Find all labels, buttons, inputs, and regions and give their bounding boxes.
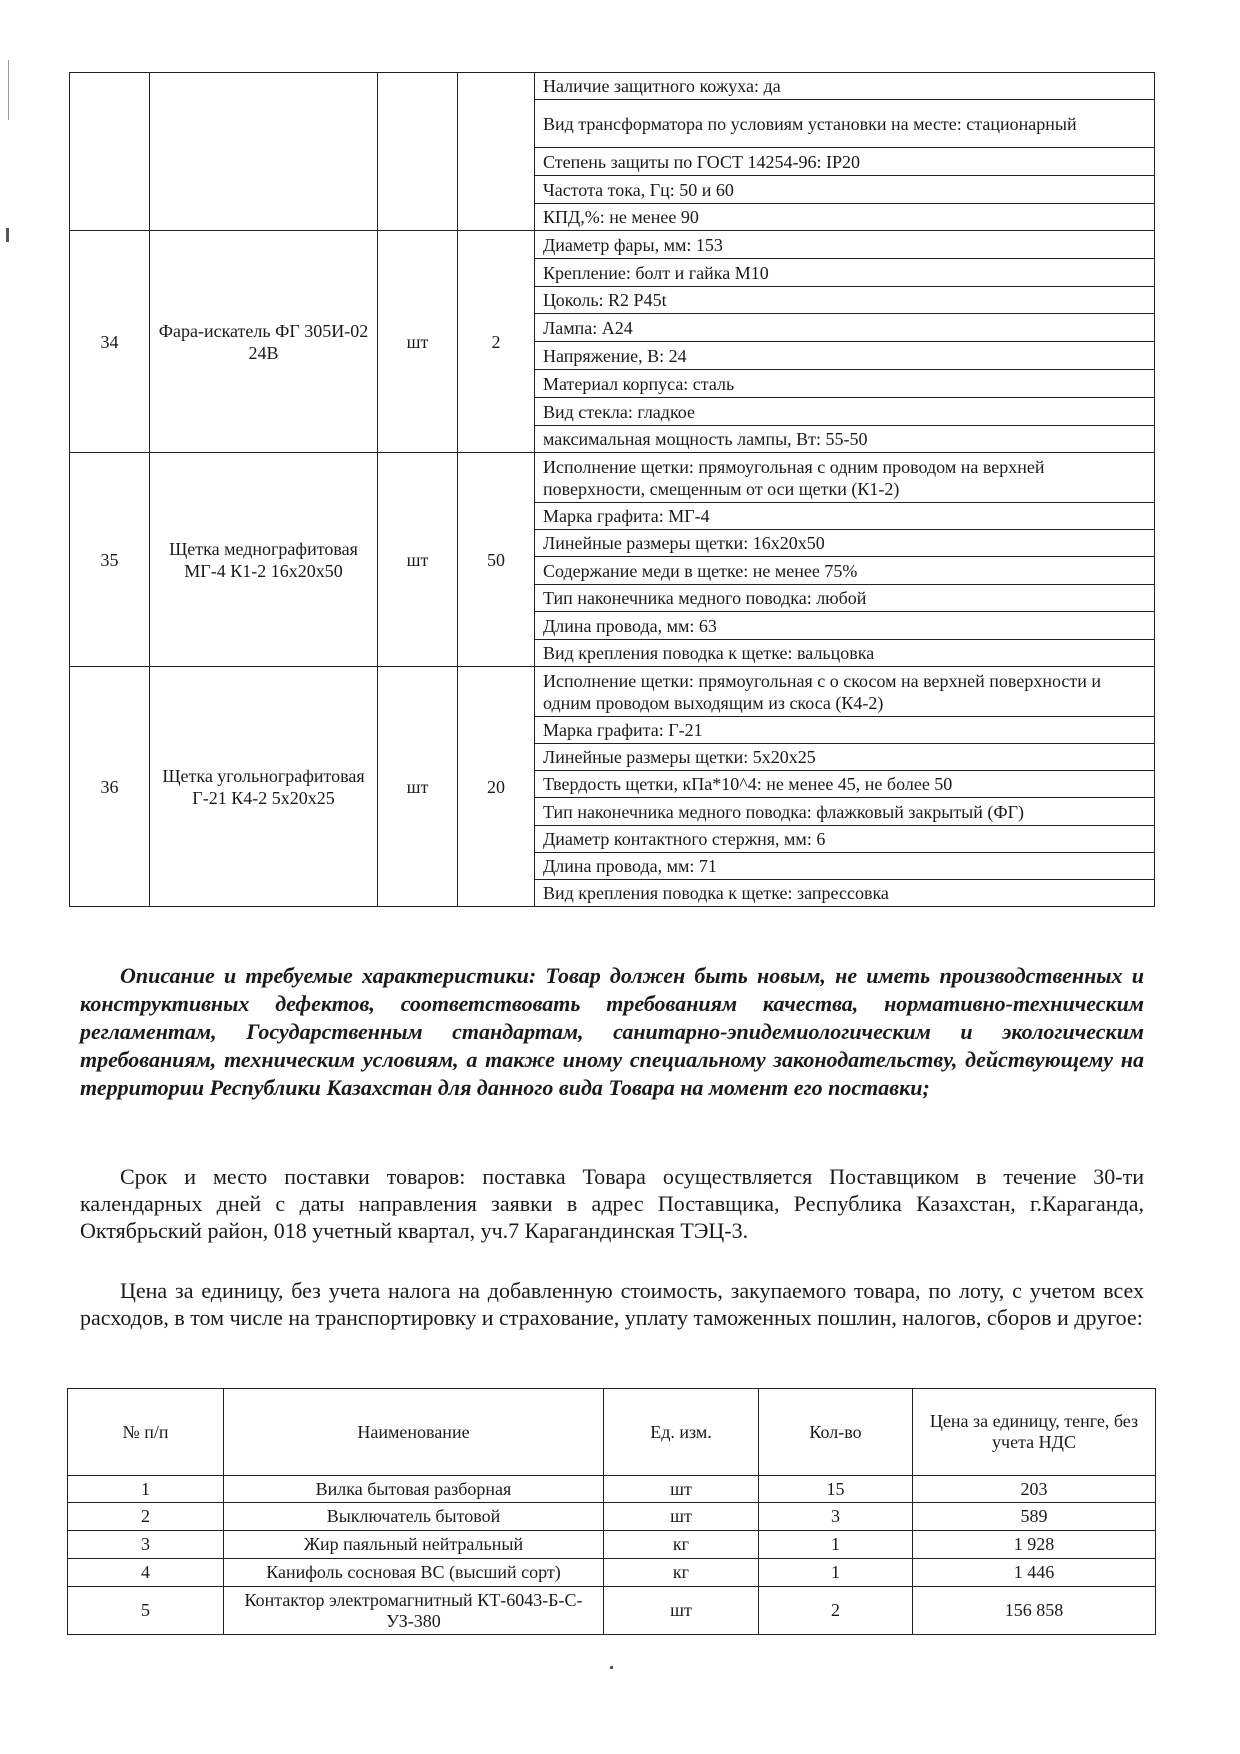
table-row: [70, 667, 1155, 717]
table-row: [68, 1531, 1156, 1559]
row-price: 203: [913, 1476, 1156, 1503]
table-row: [70, 231, 1155, 259]
item-number: 34: [70, 231, 150, 453]
characteristic-cell: КПД,%: не менее 90: [535, 204, 1155, 231]
row-unit: кг: [604, 1559, 759, 1587]
characteristic-cell: Диаметр контактного стержня, мм: 6: [535, 826, 1155, 853]
scan-mark: [6, 228, 9, 242]
item-unit: шт: [378, 453, 458, 667]
row-unit: шт: [604, 1503, 759, 1531]
price-note-paragraph: Цена за единицу, без учета налога на добавленную стоимость, закупаемого товара, по лоту, с учетом всех расходов, в том числе на транспортировку и страхование, уплату таможенных пошлин, налогов, сборов и другое:: [80, 1278, 1144, 1330]
price-table-header: [68, 1389, 1156, 1476]
characteristic-cell: Линейные размеры щетки: 16х20х50: [535, 530, 1155, 557]
row-price: 156 858: [913, 1587, 1156, 1635]
row-name: Вилка бытовая разборная: [224, 1476, 604, 1503]
characteristic-cell: Частота тока, Гц: 50 и 60: [535, 176, 1155, 204]
table-row: [68, 1587, 1156, 1635]
characteristic-cell: Марка графита: Г-21: [535, 717, 1155, 744]
item-name: Фара-искатель ФГ 305И-02 24В: [150, 231, 378, 453]
row-num: 2: [68, 1503, 224, 1531]
row-num: 1: [68, 1476, 224, 1503]
header-num: № п/п: [68, 1389, 224, 1476]
description-paragraph: Описание и требуемые характеристики: Товар должен быть новым, не иметь производственных и конструктивных дефектов, соответствовать требованиям качества, нормативно-техническим регламентам, Государственным стандартам, санитарно-эпидемиологическим и экологическим требованиям, техническим условиям, а также иному специальному законодательству, действующему на территории Республики Казахстан для данного вида Товара на момент его поставки;: [80, 963, 1144, 1100]
row-qty: 1: [759, 1531, 913, 1559]
row-qty: 2: [759, 1587, 913, 1635]
specification-table: [69, 72, 1155, 907]
row-name: Контактор электромагнитный КТ-6043-Б-С-УЗ-380: [224, 1587, 604, 1635]
characteristic-cell: Содержание меди в щетке: не менее 75%: [535, 557, 1155, 585]
characteristic-cell: Напряжение, В: 24: [535, 342, 1155, 370]
characteristic-cell: Цоколь: R2 P45t: [535, 287, 1155, 314]
characteristic-cell: Диаметр фары, мм: 153: [535, 231, 1155, 259]
item-quantity: 50: [458, 453, 535, 667]
characteristic-cell: Длина провода, мм: 63: [535, 612, 1155, 640]
characteristic-cell: Твердость щетки, кПа*10^4: не менее 45, не более 50: [535, 771, 1155, 798]
item-unit: шт: [378, 667, 458, 907]
row-unit: кг: [604, 1531, 759, 1559]
item-quantity: 20: [458, 667, 535, 907]
table-row: [70, 73, 1155, 100]
characteristic-cell: Наличие защитного кожуха: да: [535, 73, 1155, 100]
row-price: 1 446: [913, 1559, 1156, 1587]
characteristic-cell: Линейные размеры щетки: 5х20х25: [535, 744, 1155, 771]
characteristic-cell: Вид стекла: гладкое: [535, 398, 1155, 426]
empty-cell: [150, 73, 378, 231]
characteristic-cell: Исполнение щетки: прямоугольная с одним проводом на верхней поверхности, смещенным от оси щетки (К1-2): [535, 453, 1155, 503]
row-name: Выключатель бытовой: [224, 1503, 604, 1531]
item-quantity: 2: [458, 231, 535, 453]
item-unit: шт: [378, 231, 458, 453]
row-unit: шт: [604, 1476, 759, 1503]
characteristic-cell: Лампа: А24: [535, 314, 1155, 342]
scan-mark: [610, 1666, 613, 1669]
empty-cell: [378, 73, 458, 231]
characteristic-cell: Крепление: болт и гайка М10: [535, 259, 1155, 287]
characteristic-cell: Тип наконечника медного поводка: флажковый закрытый (ФГ): [535, 798, 1155, 826]
characteristic-cell: Материал корпуса: сталь: [535, 370, 1155, 398]
item-number: 36: [70, 667, 150, 907]
characteristic-cell: Марка графита: МГ-4: [535, 503, 1155, 530]
table-row: [70, 453, 1155, 503]
characteristic-cell: Тип наконечника медного поводка: любой: [535, 585, 1155, 612]
scan-mark: [8, 60, 9, 120]
item-name: Щетка меднографитовая МГ-4 К1-2 16х20х50: [150, 453, 378, 667]
characteristic-cell: Вид трансформатора по условиям установки на месте: стационарный: [535, 100, 1155, 148]
row-num: 5: [68, 1587, 224, 1635]
item-name: Щетка угольнографитовая Г-21 К4-2 5х20х25: [150, 667, 378, 907]
delivery-terms-paragraph: Срок и место поставки товаров: поставка Товара осуществляется Поставщиком в течение 30-ти календарных дней с даты направления заявки в адрес Поставщика, Республика Казахстан, г.Караганда, Октябрьский район, 018 учетный квартал, уч.7 Карагандинская ТЭЦ-3.: [80, 1164, 1144, 1243]
characteristic-cell: Вид крепления поводка к щетке: вальцовка: [535, 640, 1155, 667]
row-price: 1 928: [913, 1531, 1156, 1559]
row-price: 589: [913, 1503, 1156, 1531]
price-table: [67, 1388, 1156, 1635]
characteristic-cell: Длина провода, мм: 71: [535, 853, 1155, 880]
characteristic-cell: Степень защиты по ГОСТ 14254-96: IP20: [535, 148, 1155, 176]
row-name: Жир паяльный нейтральный: [224, 1531, 604, 1559]
item-number: 35: [70, 453, 150, 667]
header-name: Наименование: [224, 1389, 604, 1476]
header-qty: Кол-во: [759, 1389, 913, 1476]
table-row: [68, 1559, 1156, 1587]
table-row: [68, 1503, 1156, 1531]
characteristic-cell: Исполнение щетки: прямоугольная с о скосом на верхней поверхности и одним проводом выходящим из скоса (К4-2): [535, 667, 1155, 717]
characteristic-cell: максимальная мощность лампы, Вт: 55-50: [535, 426, 1155, 453]
specification-table-body: [70, 73, 1155, 907]
table-row: [68, 1476, 1156, 1503]
empty-cell: [70, 73, 150, 231]
row-qty: 3: [759, 1503, 913, 1531]
row-name: Канифоль сосновая ВС (высший сорт): [224, 1559, 604, 1587]
characteristic-cell: Вид крепления поводка к щетке: запрессовка: [535, 880, 1155, 907]
row-qty: 15: [759, 1476, 913, 1503]
empty-cell: [458, 73, 535, 231]
row-num: 3: [68, 1531, 224, 1559]
header-price: Цена за единицу, тенге, без учета НДС: [913, 1389, 1156, 1476]
header-unit: Ед. изм.: [604, 1389, 759, 1476]
row-qty: 1: [759, 1559, 913, 1587]
row-num: 4: [68, 1559, 224, 1587]
row-unit: шт: [604, 1587, 759, 1635]
